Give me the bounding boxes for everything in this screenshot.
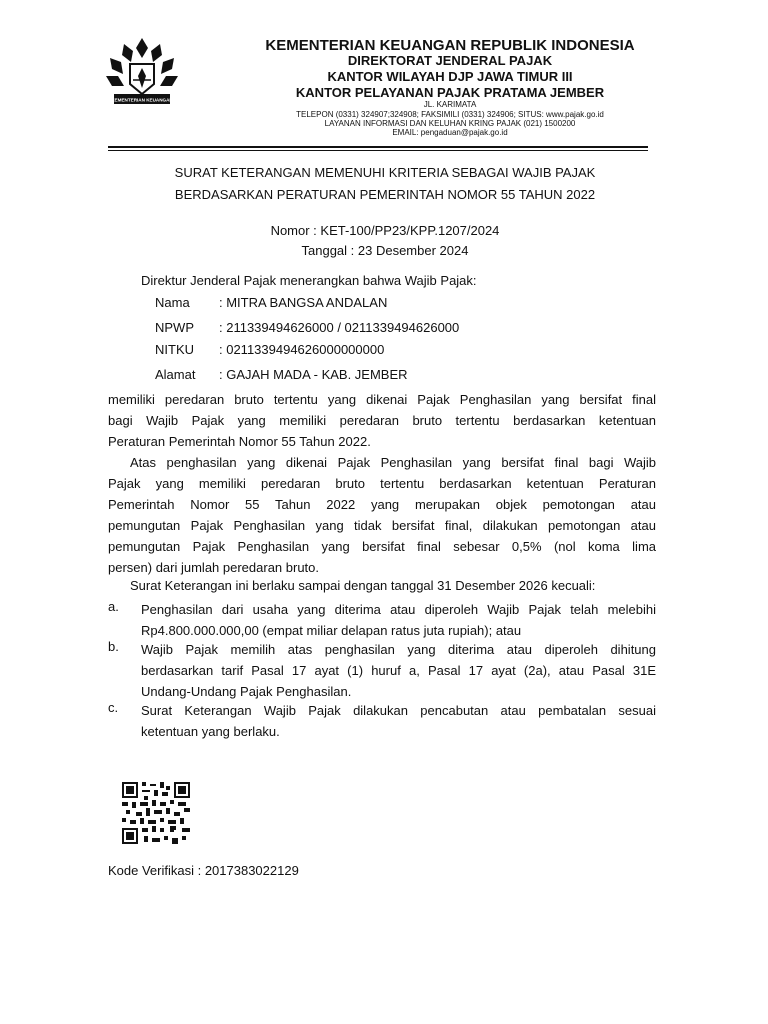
tax-office-name: KANTOR PELAYANAN PAJAK PRATAMA JEMBER bbox=[295, 85, 605, 100]
document-number: Nomor : KET-100/PP23/KPP.1207/2024 bbox=[270, 223, 500, 238]
paragraph-line: Peraturan Pemerintah Nomor 55 Tahun 2022. bbox=[108, 434, 371, 449]
taxpayer-value: : MITRA BANGSA ANDALAN bbox=[219, 295, 388, 310]
list-item-line: Wajib Pajak memilih atas penghasilan yang diterima atau diperoleh dihitung bbox=[141, 642, 656, 657]
document-title-line2: BERDASARKAN PERATURAN PEMERINTAH NOMOR 55 TAHUN 2022 bbox=[174, 187, 596, 202]
list-marker: b. bbox=[108, 639, 119, 654]
taxpayer-label: NPWP bbox=[155, 320, 194, 335]
list-marker: a. bbox=[108, 599, 119, 614]
list-marker: c. bbox=[108, 700, 119, 715]
letterhead-divider-thick bbox=[108, 146, 648, 148]
list-item-line: Penghasilan dari usaha yang diterima atau diperoleh Wajib Pajak telah melebihi bbox=[141, 602, 656, 617]
list-item-line: ketentuan yang berlaku. bbox=[141, 724, 280, 739]
validity-statement: Surat Keterangan ini berlaku sampai dengan tanggal 31 Desember 2026 kecuali: bbox=[130, 578, 596, 593]
paragraph-line: memiliki peredaran bruto tertentu yang dikenai Pajak Penghasilan yang bersifat final bbox=[108, 392, 656, 407]
taxpayer-value: : GAJAH MADA - KAB. JEMBER bbox=[219, 367, 408, 382]
paragraph-line: Pemerintah Nomor 55 Tahun 2022 yang merupakan objek pemotongan atau bbox=[108, 497, 656, 512]
directorate-name: DIREKTORAT JENDERAL PAJAK bbox=[347, 53, 553, 68]
list-item-line: Undang-Undang Pajak Penghasilan. bbox=[141, 684, 352, 699]
paragraph-line: Pajak yang memiliki peredaran bruto tertentu berdasarkan ketentuan Peraturan bbox=[108, 476, 656, 491]
ministry-name: KEMENTERIAN KEUANGAN REPUBLIK INDONESIA bbox=[265, 37, 635, 54]
list-item-line: Surat Keterangan Wajib Pajak dilakukan pencabutan atau pembatalan sesuai bbox=[141, 703, 656, 718]
office-email: EMAIL: pengaduan@pajak.go.id bbox=[392, 128, 508, 137]
regional-office-name: KANTOR WILAYAH DJP JAWA TIMUR III bbox=[327, 69, 573, 84]
paragraph-line: pemungutan Pajak Penghasilan yang bersifat final sebesar 0,5% (nol koma lima bbox=[108, 539, 656, 554]
document-title-line1: SURAT KETERANGAN MEMENUHI KRITERIA SEBAGAI WAJIB PAJAK bbox=[174, 165, 596, 180]
ministry-logo-icon bbox=[100, 34, 184, 118]
verification-code: Kode Verifikasi : 2017383022129 bbox=[108, 863, 299, 878]
taxpayer-value: : 211339494626000 / 0211339494626000 bbox=[219, 320, 460, 335]
intro-text: Direktur Jenderal Pajak menerangkan bahwa Wajib Pajak: bbox=[141, 273, 477, 288]
logo-ribbon-text: KEMENTERIAN KEUANGAN bbox=[111, 97, 173, 103]
office-phone: TELEPON (0331) 324907;324908; FAKSIMILI (0331) 324906; SITUS: www.pajak.go.id bbox=[296, 110, 604, 119]
list-item-line: berdasarkan tarif Pasal 17 ayat (1) huruf a, Pasal 17 ayat (2a), atau Pasal 31E bbox=[141, 663, 656, 678]
taxpayer-label: Alamat bbox=[155, 367, 196, 382]
office-address: JL. KARIMATA bbox=[423, 100, 477, 109]
letterhead-divider-thin bbox=[108, 150, 648, 151]
paragraph-line: pemungutan Pajak Penghasilan yang tidak bersifat final, dilakukan pemotongan atau bbox=[108, 518, 656, 533]
paragraph-line: persen) dari jumlah peredaran bruto. bbox=[108, 560, 320, 575]
list-item-line: Rp4.800.000.000,00 (empat miliar delapan ratus juta rupiah); atau bbox=[141, 623, 522, 638]
qr-code-icon bbox=[122, 782, 190, 844]
taxpayer-label: Nama bbox=[155, 295, 190, 310]
taxpayer-label: NITKU bbox=[155, 342, 194, 357]
document-date: Tanggal : 23 Desember 2024 bbox=[301, 243, 469, 258]
office-service-line: LAYANAN INFORMASI DAN KELUHAN KRING PAJAK (021) 1500200 bbox=[324, 119, 576, 128]
taxpayer-value: : 0211339494626000000000 bbox=[219, 342, 385, 357]
paragraph-line: bagi Wajib Pajak yang memiliki peredaran bruto tertentu berdasarkan ketentuan bbox=[108, 413, 656, 428]
paragraph-line: Atas penghasilan yang dikenai Pajak Penghasilan yang bersifat final bagi Wajib bbox=[130, 455, 656, 470]
